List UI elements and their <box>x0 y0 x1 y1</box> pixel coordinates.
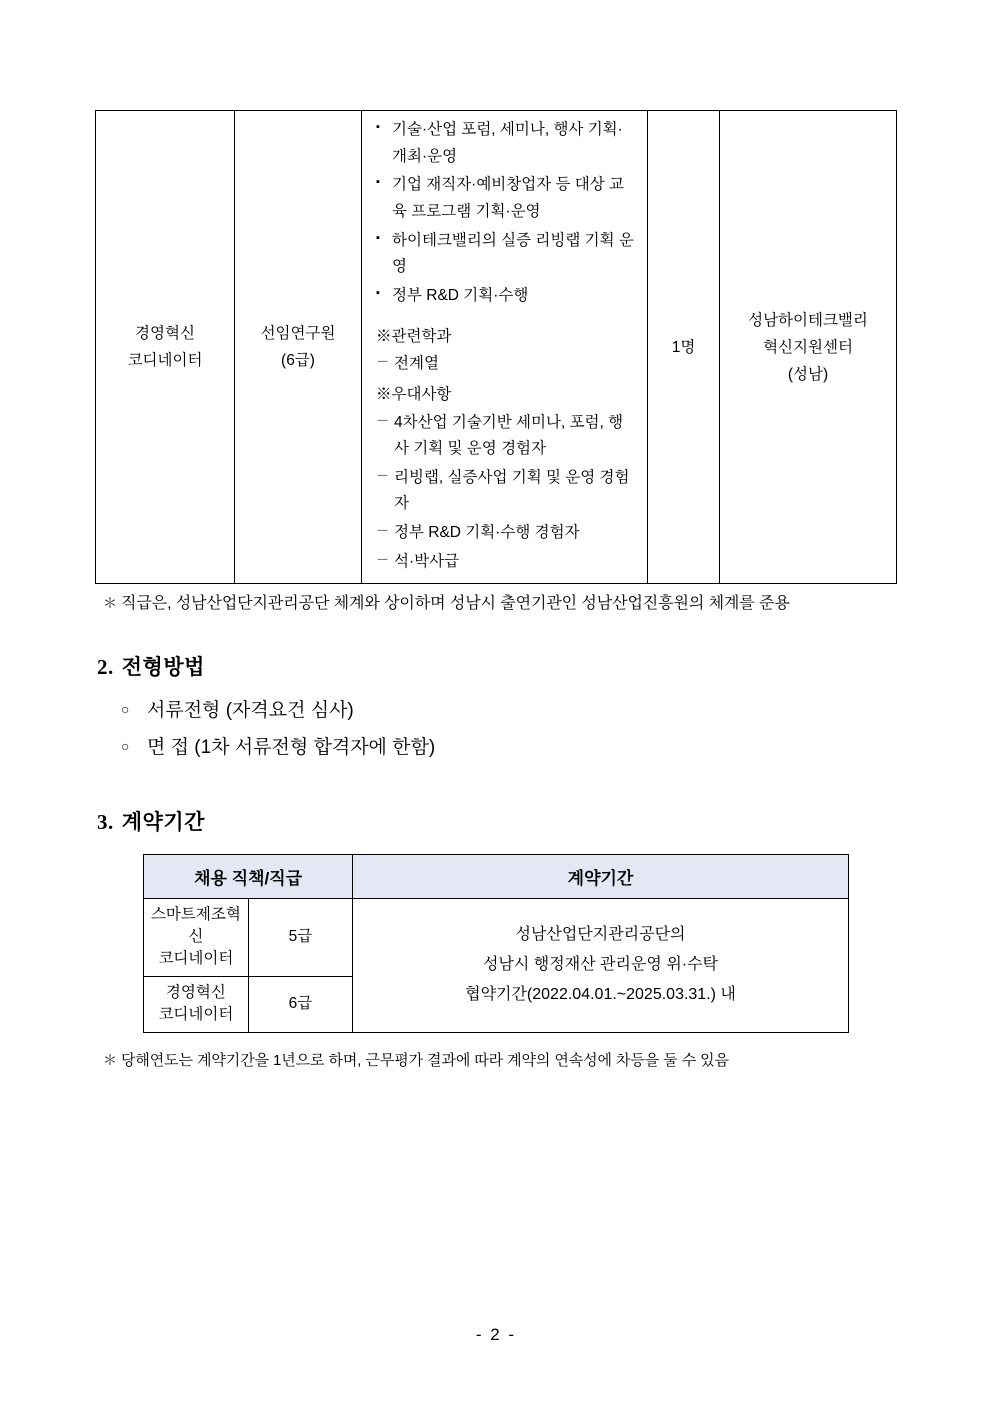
section-2-list <box>95 693 897 765</box>
table-row <box>96 111 897 584</box>
cell-headcount: 1명 <box>648 111 720 584</box>
preference-heading: ※우대사항 <box>376 386 452 404</box>
table-header-row <box>144 854 849 898</box>
table-footnote <box>95 592 897 617</box>
preference-list <box>376 410 637 576</box>
table-footnote-text: 직급은, 성남산업단지관리공단 체계와 상이하며 성남시 출연기관인 성남산업진흥원의 체계를 준용 <box>121 595 790 613</box>
list-item: － 4차산업 기술기반 세미나, 포럼, 행사 기획 및 운영 경험자 <box>376 410 637 463</box>
list-item: － 정부 R&D 기획·수행 경험자 <box>376 520 637 547</box>
cell-grade: 5급 <box>248 898 353 976</box>
cell-position <box>144 898 249 976</box>
section-2-title: 전형방법 <box>121 655 205 680</box>
list-item: ▪ 정부 R&D 기획·수행 <box>376 283 637 310</box>
section-3-number: 3. <box>97 809 114 834</box>
related-major-heading: ※관련학과 <box>376 327 452 345</box>
section-2-heading <box>95 651 897 681</box>
cell-workplace <box>720 111 897 584</box>
section-3-footnote <box>95 1049 897 1072</box>
workplace-line-3: (성남) <box>787 365 829 383</box>
list-item: － 전계열 <box>376 351 637 378</box>
period-line-3: 협약기간(2022.04.01.~2025.03.31.) 내 <box>465 986 736 1004</box>
page-number: - 2 - <box>475 1325 517 1344</box>
list-item: － 석·박사급 <box>376 549 637 576</box>
cell-duties <box>362 111 648 584</box>
column-header-period: 계약기간 <box>353 854 849 898</box>
position-line-2: 코디네이터 <box>158 1006 234 1024</box>
related-major-list <box>376 351 637 378</box>
cell-grade <box>235 111 362 584</box>
job-description-table <box>95 110 897 584</box>
cell-contract-period <box>353 898 849 1032</box>
table-row <box>144 898 849 976</box>
position-line-2: 코디네이터 <box>158 950 234 968</box>
list-item: ▪ 기업 재직자·예비창업자 등 대상 교육 프로그램 기획·운영 <box>376 172 637 225</box>
section-3-footnote-text: 당해연도는 계약기간을 1년으로 하며, 근무평가 결과에 따라 계약의 연속성에 차등을 둘 수 있음 <box>121 1051 729 1069</box>
section-3-heading <box>95 806 897 836</box>
cell-position <box>144 976 249 1032</box>
section-3-title: 계약기간 <box>121 809 205 834</box>
grade-line-2: (6급) <box>281 352 315 370</box>
cell-position <box>96 111 235 584</box>
position-line-1: 스마트제조혁신 <box>150 905 241 945</box>
duty-list <box>376 117 637 310</box>
list-item: ○ 면 접 (1차 서류전형 합격자에 한함) <box>121 730 897 765</box>
asterisk-icon: ＊ <box>103 595 117 612</box>
contract-period-table <box>143 854 849 1033</box>
workplace-line-2: 혁신지원센터 <box>763 338 853 356</box>
position-line-2: 코디네이터 <box>127 352 203 370</box>
position-line-1: 경영혁신 <box>135 325 195 343</box>
period-line-2: 성남시 행정재산 관리운영 위·수탁 <box>482 955 719 973</box>
grade-line-1: 선임연구원 <box>260 325 336 343</box>
column-header-position: 채용 직책/직급 <box>144 854 353 898</box>
position-line-1: 경영혁신 <box>165 983 226 1001</box>
list-item: ○ 서류전형 (자격요건 심사) <box>121 693 897 728</box>
list-item: － 리빙랩, 실증사업 기획 및 운영 경험자 <box>376 465 637 518</box>
workplace-line-1: 성남하이테크밸리 <box>748 311 868 329</box>
list-item: ▪ 하이테크밸리의 실증 리빙랩 기획 운영 <box>376 228 637 281</box>
section-2-number: 2. <box>97 655 114 680</box>
list-item: ▪ 기술·산업 포럼, 세미나, 행사 기획·개최·운영 <box>376 117 637 170</box>
asterisk-icon: ＊ <box>103 1051 117 1068</box>
cell-grade: 6급 <box>248 976 353 1032</box>
period-line-1: 성남산업단지관리공단의 <box>515 925 686 943</box>
